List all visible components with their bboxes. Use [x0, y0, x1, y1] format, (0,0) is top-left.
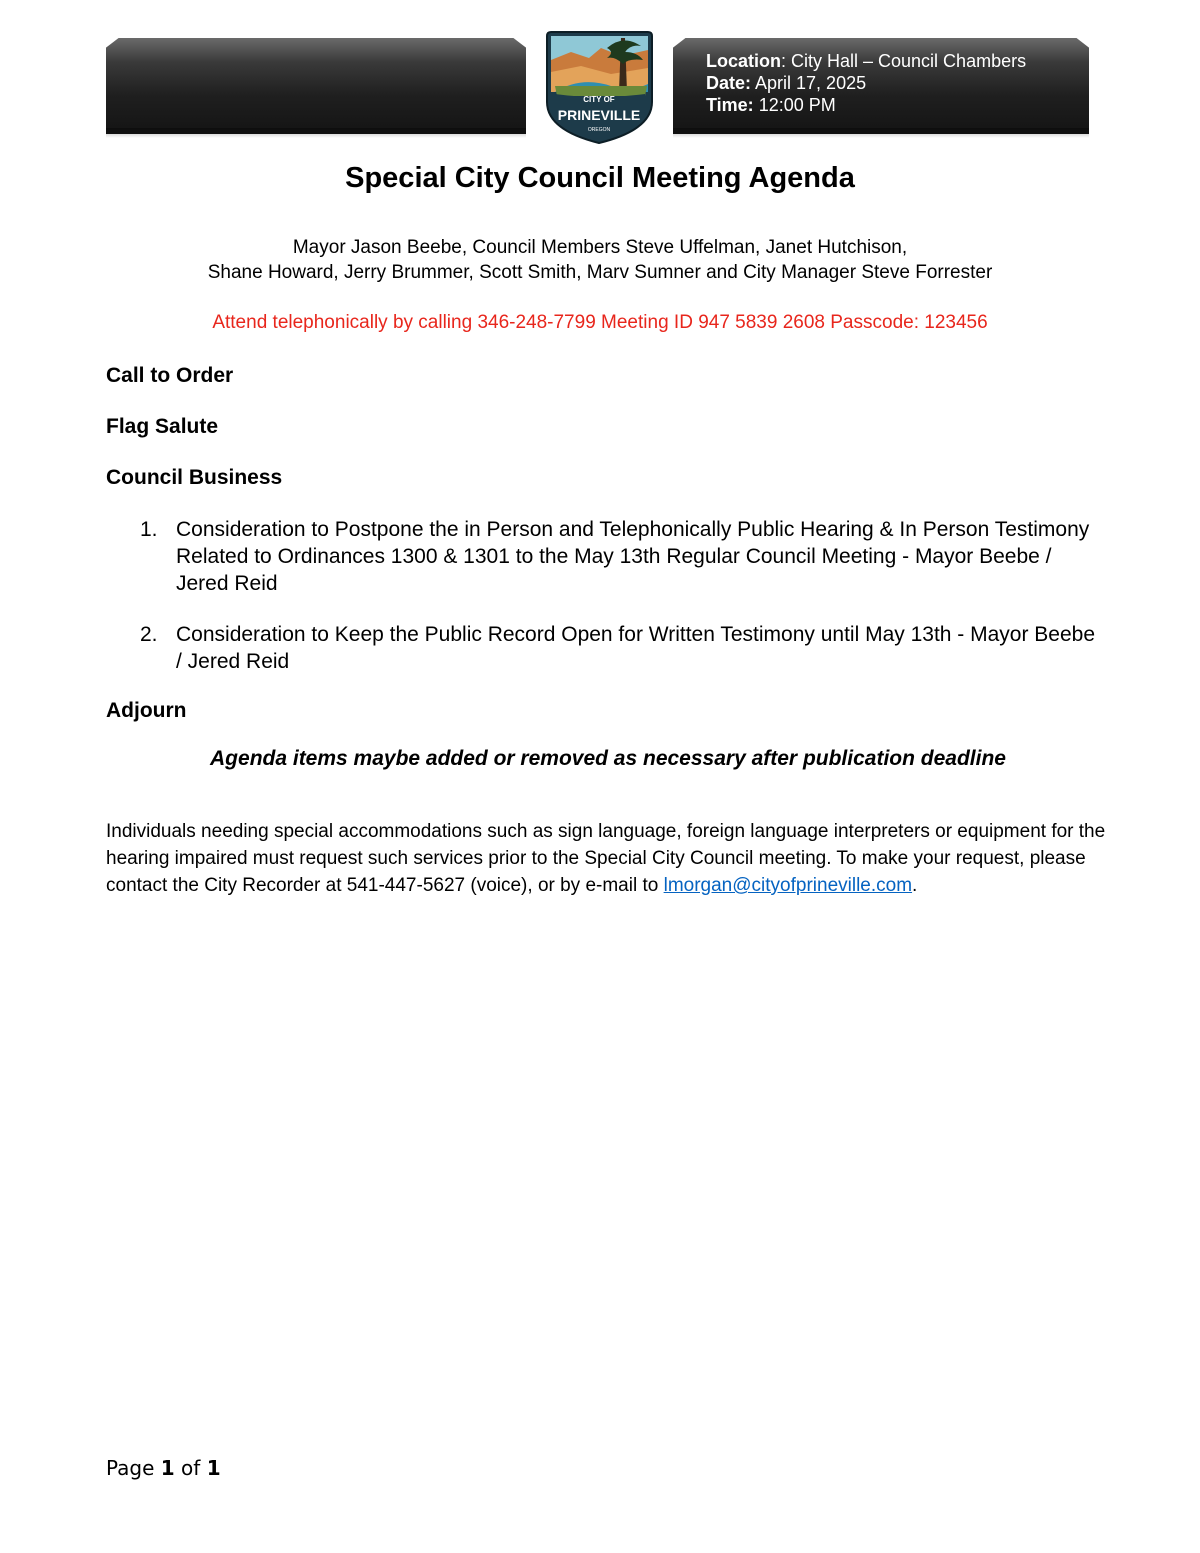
- time-value: 12:00 PM: [753, 95, 836, 115]
- members-line-1: Mayor Jason Beebe, Council Members Steve Uffelman, Janet Hutchison,: [292, 237, 908, 258]
- location-label: Location: [706, 51, 781, 71]
- meeting-info: [706, 50, 1026, 116]
- page-number: [106, 1456, 221, 1480]
- page-label: Page: [106, 1456, 161, 1480]
- section-council-business: Council Business: [106, 466, 283, 489]
- accessibility-notice: [106, 818, 1106, 899]
- accessibility-end: .: [912, 875, 918, 896]
- date-value: April 17, 2025: [751, 73, 867, 93]
- page-of: of: [174, 1456, 207, 1480]
- city-logo: [541, 30, 658, 145]
- logo-text-oregon: OREGON: [587, 127, 611, 133]
- section-flag-salute: Flag Salute: [106, 415, 219, 438]
- council-members: [0, 235, 1200, 285]
- date-label: Date:: [706, 73, 752, 93]
- location-value: : City Hall – Council Chambers: [781, 51, 1027, 71]
- page-total: 1: [206, 1456, 221, 1480]
- recorder-email-link[interactable]: lmorgan@cityofprineville.com: [663, 875, 913, 896]
- time-label: Time:: [706, 95, 754, 115]
- members-line-2: Shane Howard, Jerry Brummer, Scott Smith, Marv Sumner and City Manager Steve Forrester: [207, 262, 993, 283]
- agenda-item: [140, 621, 1100, 675]
- item-text: Consideration to Keep the Public Record Open for Written Testimony until May 13th - Mayor Beebe / Jered Reid: [176, 623, 1096, 673]
- item-text: Consideration to Postpone the in Person and Telephonically Public Hearing & In Person Testimony Related to Ordinances 1300 & 1301 to the May 13th Regular Council Meeting - Mayor Beebe / Jered Reid: [176, 518, 1090, 595]
- banner-shadow: [106, 128, 526, 138]
- agenda-disclaimer: Agenda items maybe added or removed as necessary after publication deadline: [210, 747, 1006, 770]
- item-number: 1.: [140, 518, 158, 541]
- accessibility-text: Individuals needing special accommodations such as sign language, foreign language interpreters or equipment for the hearing impaired must request such services prior to the Special City Council meeting. To make your request, please contact the City Recorder at 541-447-5627 (voice), or by e-mail to: [106, 821, 1106, 896]
- section-call-to-order: Call to Order: [106, 364, 234, 387]
- section-adjourn: Adjourn: [106, 699, 187, 722]
- page-current: 1: [160, 1456, 175, 1480]
- page-title: Special City Council Meeting Agenda: [345, 162, 855, 194]
- header-banner-left: [106, 38, 526, 134]
- logo-text-city-of: CITY OF: [583, 95, 615, 104]
- item-number: 2.: [140, 623, 158, 646]
- agenda-item: [140, 516, 1100, 597]
- logo-text-prineville: PRINEVILLE: [557, 107, 641, 123]
- banner-shadow: [673, 128, 1089, 138]
- telephone-notice: Attend telephonically by calling 346-248-7799 Meeting ID 947 5839 2608 Passcode: 123456: [212, 312, 988, 333]
